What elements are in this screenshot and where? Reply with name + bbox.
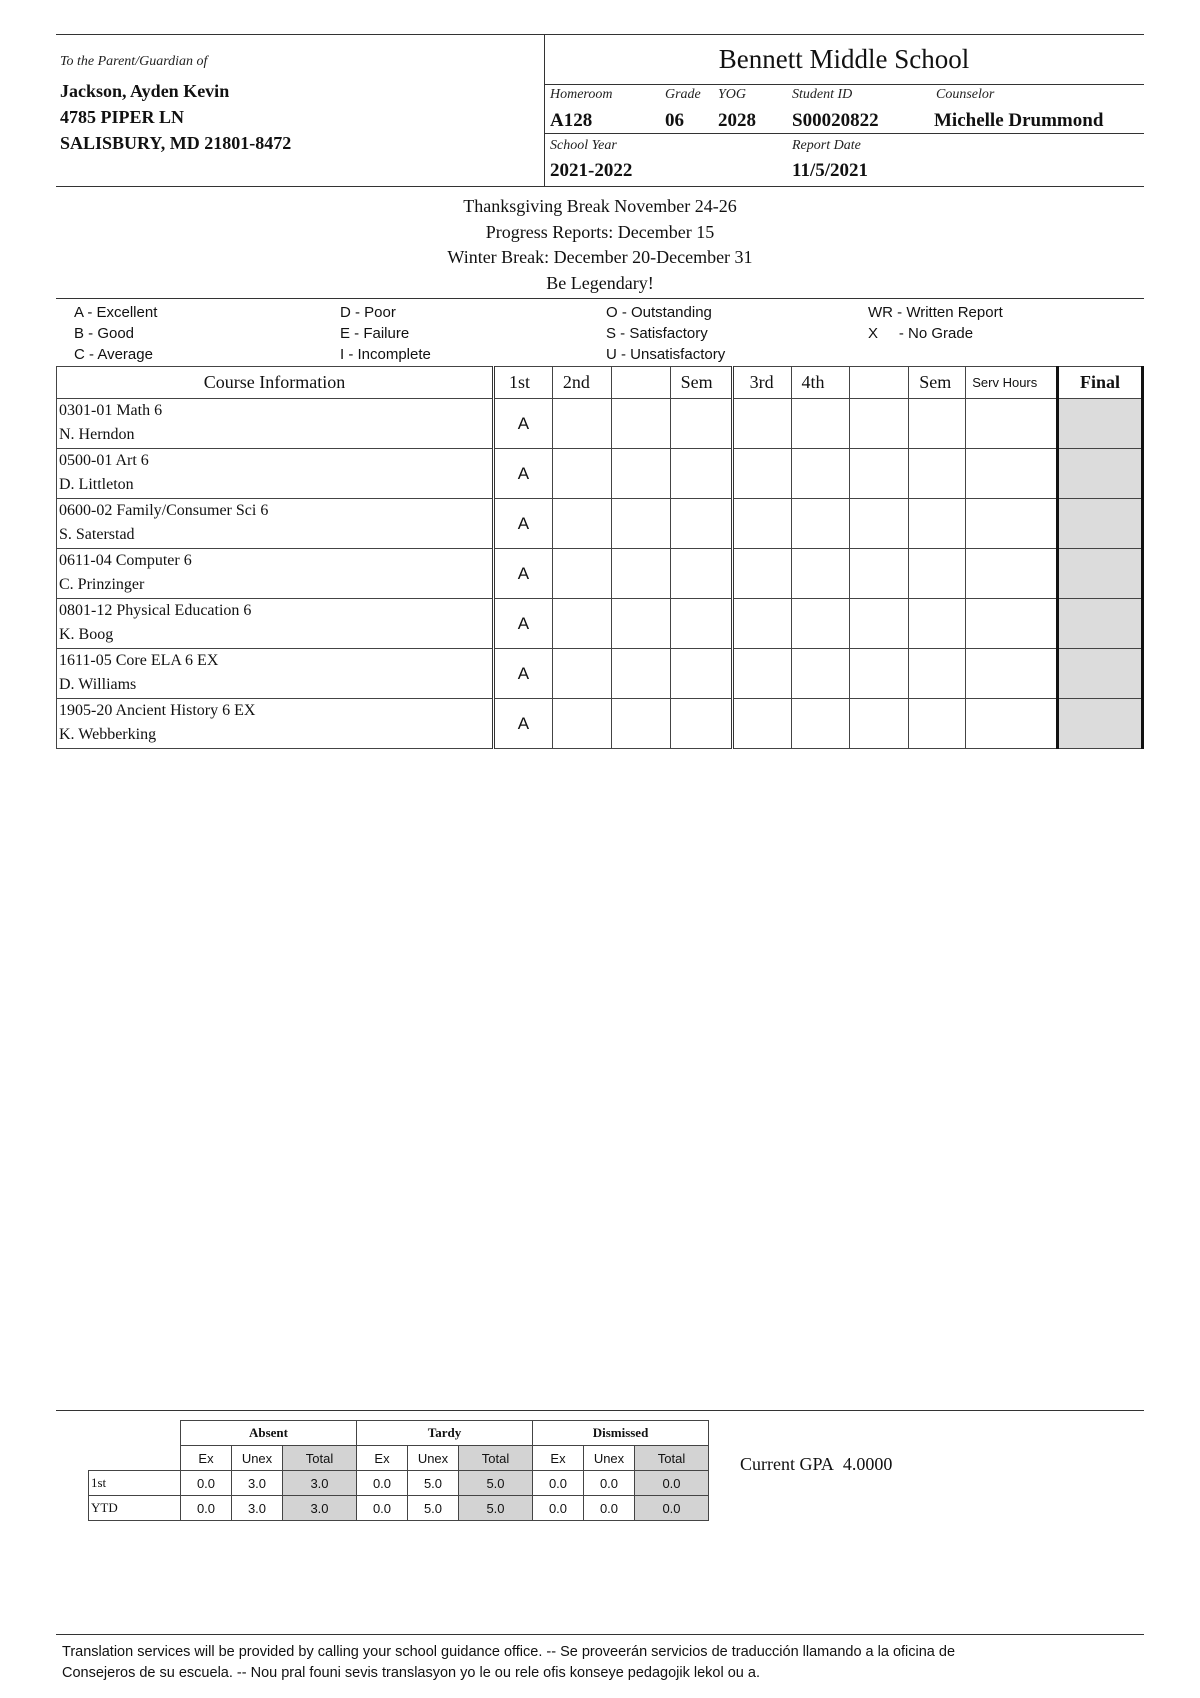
attendance-subheader-row (89, 1446, 709, 1471)
course-cell (57, 449, 494, 499)
grade-blank (611, 599, 670, 649)
header-rule-ids (544, 133, 1144, 134)
col-sem1: Sem (670, 367, 732, 399)
serv-hours (966, 599, 1058, 649)
attendance-value: 3.0 (232, 1496, 283, 1521)
legend-item: A - Excellent (74, 304, 158, 321)
grade-q3 (732, 499, 791, 549)
grade-sem1 (670, 549, 732, 599)
student-name: Jackson, Ayden Kevin (60, 81, 230, 101)
col-final: Final (1058, 367, 1143, 399)
grade-blank (611, 699, 670, 749)
grade-q1: A (493, 649, 552, 699)
grade-q3 (732, 649, 791, 699)
legend-item: C - Average (74, 346, 153, 363)
legend-column (606, 302, 725, 365)
grade-blank (611, 399, 670, 449)
course-title: 0500-01 Art 6 (59, 452, 149, 469)
attendance-value: 0.0 (181, 1471, 232, 1496)
attendance-value: 3.0 (283, 1496, 357, 1521)
to-parent-label: To the Parent/Guardian of (60, 54, 208, 69)
attendance-value: 0.0 (584, 1471, 635, 1496)
counselor-label: Counselor (936, 87, 995, 102)
legend-item: S - Satisfactory (606, 325, 708, 342)
grade-q2 (552, 549, 611, 599)
legend-item: O - Outstanding (606, 304, 712, 321)
grade-sem2 (909, 499, 966, 549)
serv-hours (966, 649, 1058, 699)
sub-unex: Unex (408, 1446, 459, 1471)
announcement-line: Winter Break: December 20-December 31 (447, 247, 753, 267)
table-row (57, 649, 1143, 699)
col-q4: 4th (791, 367, 850, 399)
grade-q4 (791, 549, 850, 599)
grade-q2 (552, 499, 611, 549)
attendance-value: 0.0 (357, 1496, 408, 1521)
yog-label: YOG (718, 87, 747, 102)
announcement-bottom-rule (56, 298, 1144, 299)
table-row (57, 699, 1143, 749)
yog-value: 2028 (718, 110, 756, 131)
sub-ex: Ex (357, 1446, 408, 1471)
attendance-value: 5.0 (408, 1496, 459, 1521)
col-q2: 2nd (552, 367, 611, 399)
course-teacher: S. Saterstad (59, 526, 135, 543)
attendance-row-label: 1st (89, 1471, 181, 1496)
grade-blank (850, 599, 909, 649)
grade-q4 (791, 399, 850, 449)
sub-total: Total (459, 1446, 533, 1471)
grade-sem2 (909, 699, 966, 749)
course-title: 1611-05 Core ELA 6 EX (59, 652, 219, 669)
attendance-table (88, 1420, 709, 1521)
course-title: 1905-20 Ancient History 6 EX (59, 702, 256, 719)
grade-q3 (732, 549, 791, 599)
grade-q4 (791, 649, 850, 699)
attendance-value: 3.0 (232, 1471, 283, 1496)
grade-q2 (552, 649, 611, 699)
sub-total: Total (283, 1446, 357, 1471)
col-course-info: Course Information (57, 367, 494, 399)
course-teacher: N. Herndon (59, 426, 135, 443)
course-cell (57, 599, 494, 649)
legend-item: D - Poor (340, 304, 396, 321)
group-dismissed: Dismissed (533, 1421, 709, 1446)
attendance-group-row (89, 1421, 709, 1446)
course-cell (57, 399, 494, 449)
grade-sem1 (670, 649, 732, 699)
grade-q4 (791, 699, 850, 749)
grade-blank (850, 399, 909, 449)
grade-value: 06 (665, 110, 684, 131)
attendance-corner (89, 1446, 181, 1471)
grade-q2 (552, 599, 611, 649)
sub-ex: Ex (181, 1446, 232, 1471)
address-line-2: SALISBURY, MD 21801-8472 (60, 133, 292, 153)
grade-final (1058, 449, 1143, 499)
sub-ex: Ex (533, 1446, 584, 1471)
legend-column (868, 302, 1003, 344)
attendance-value: 5.0 (408, 1471, 459, 1496)
grade-q2 (552, 449, 611, 499)
col-blank (850, 367, 909, 399)
translation-line: Translation services will be provided by calling your school guidance office. -- Se proveerán servicios de traducción llamando a la oficina de (62, 1644, 956, 1660)
grade-final (1058, 399, 1143, 449)
attendance-value: 5.0 (459, 1471, 533, 1496)
grade-blank (850, 499, 909, 549)
report-date-label: Report Date (792, 138, 861, 153)
grade-q3 (732, 399, 791, 449)
attendance-value: 0.0 (533, 1471, 584, 1496)
grade-sem2 (909, 649, 966, 699)
school-year-label: School Year (550, 138, 617, 153)
school-name: Bennett Middle School (718, 44, 970, 74)
grade-final (1058, 549, 1143, 599)
grade-q3 (732, 699, 791, 749)
col-sem2: Sem (909, 367, 966, 399)
sub-unex: Unex (232, 1446, 283, 1471)
grade-q4 (791, 449, 850, 499)
homeroom-value: A128 (550, 110, 593, 131)
current-gpa (740, 1454, 892, 1475)
attendance-value: 5.0 (459, 1496, 533, 1521)
col-serv-hours: Serv Hours (966, 367, 1058, 399)
table-row (57, 549, 1143, 599)
course-teacher: D. Littleton (59, 476, 134, 493)
announcement-line: Thanksgiving Break November 24-26 (463, 196, 737, 216)
legend-item: E - Failure (340, 325, 410, 342)
grade-q1: A (493, 599, 552, 649)
serv-hours (966, 499, 1058, 549)
serv-hours (966, 449, 1058, 499)
address-line-1: 4785 PIPER LN (60, 107, 185, 127)
course-teacher: K. Webberking (59, 726, 157, 743)
grade-q1: A (493, 499, 552, 549)
grades-header-row (57, 367, 1143, 399)
group-tardy: Tardy (357, 1421, 533, 1446)
attendance-value: 0.0 (533, 1496, 584, 1521)
grade-blank (611, 449, 670, 499)
col-q1: 1st (493, 367, 552, 399)
group-absent: Absent (181, 1421, 357, 1446)
course-cell (57, 649, 494, 699)
grade-q4 (791, 499, 850, 549)
grade-q1: A (493, 399, 552, 449)
grade-blank (850, 449, 909, 499)
sub-total: Total (635, 1446, 709, 1471)
grade-q2 (552, 399, 611, 449)
grades-table (56, 366, 1144, 749)
course-cell (57, 699, 494, 749)
course-title: 0600-02 Family/Consumer Sci 6 (59, 502, 269, 519)
serv-hours (966, 399, 1058, 449)
legend-item: B - Good (74, 325, 135, 342)
course-teacher: K. Boog (59, 626, 114, 643)
table-row (57, 399, 1143, 449)
report-date-value: 11/5/2021 (792, 160, 869, 181)
legend-item: WR - Written Report (868, 304, 1003, 321)
grade-sem1 (670, 449, 732, 499)
attendance-value: 0.0 (584, 1496, 635, 1521)
translation-line: Consejeros de su escuela. -- Nou pral founi sevis translasyon yo le ou rele ofis konseye pedagojik lekol ou a. (62, 1665, 760, 1681)
grade-q1: A (493, 549, 552, 599)
grade-sem1 (670, 399, 732, 449)
grade-q3 (732, 599, 791, 649)
grade-sem2 (909, 549, 966, 599)
grade-q3 (732, 449, 791, 499)
course-title: 0301-01 Math 6 (59, 402, 163, 419)
footer-top-rule (56, 1634, 1144, 1635)
col-blank (611, 367, 670, 399)
grade-sem1 (670, 699, 732, 749)
counselor-value: Michelle Drummond (934, 110, 1104, 131)
legend-column (340, 302, 431, 365)
school-year-value: 2021-2022 (550, 160, 633, 181)
grade-sem2 (909, 399, 966, 449)
attendance-value: 0.0 (357, 1471, 408, 1496)
homeroom-label: Homeroom (550, 87, 613, 102)
grade-sem1 (670, 599, 732, 649)
announcements (56, 194, 1144, 296)
legend-item: I - Incomplete (340, 346, 431, 363)
grade-sem2 (909, 449, 966, 499)
header-bottom-rule (56, 186, 1144, 187)
grade-q1: A (493, 449, 552, 499)
sub-unex: Unex (584, 1446, 635, 1471)
grade-blank (611, 499, 670, 549)
course-cell (57, 549, 494, 599)
table-row (57, 599, 1143, 649)
header-rule-school (544, 84, 1144, 85)
grade-blank (611, 549, 670, 599)
attendance-row-label: YTD (89, 1496, 181, 1521)
attendance-row (89, 1471, 709, 1496)
course-title: 0611-04 Computer 6 (59, 552, 192, 569)
grade-final (1058, 599, 1143, 649)
gpa-label: Current GPA (740, 1454, 834, 1474)
translation-notice (62, 1642, 1144, 1684)
course-teacher: D. Williams (59, 676, 137, 693)
legend-column (74, 302, 157, 365)
student-id-label: Student ID (792, 87, 853, 102)
grade-q2 (552, 699, 611, 749)
grade-blank (850, 549, 909, 599)
attendance-value: 0.0 (181, 1496, 232, 1521)
grade-sem1 (670, 499, 732, 549)
attendance-row (89, 1496, 709, 1521)
grade-label: Grade (665, 87, 701, 102)
serv-hours (966, 699, 1058, 749)
attendance-corner (89, 1421, 181, 1446)
legend-item: X - No Grade (868, 325, 974, 342)
attendance-top-rule (56, 1410, 1144, 1411)
serv-hours (966, 549, 1058, 599)
grade-blank (850, 649, 909, 699)
attendance-value: 0.0 (635, 1496, 709, 1521)
attendance-value: 3.0 (283, 1471, 357, 1496)
course-cell (57, 499, 494, 549)
course-teacher: C. Prinzinger (59, 576, 145, 593)
course-title: 0801-12 Physical Education 6 (59, 602, 252, 619)
mailing-address (60, 78, 291, 156)
grade-sem2 (909, 599, 966, 649)
attendance-value: 0.0 (635, 1471, 709, 1496)
announcement-line: Be Legendary! (546, 272, 654, 293)
legend-item: U - Unsatisfactory (606, 346, 726, 363)
table-row (57, 449, 1143, 499)
table-row (57, 499, 1143, 549)
student-id-value: S00020822 (792, 110, 879, 131)
grade-blank (611, 649, 670, 699)
grade-q4 (791, 599, 850, 649)
gpa-value: 4.0000 (842, 1454, 893, 1474)
header-top-rule (56, 34, 1144, 35)
grade-final (1058, 649, 1143, 699)
grade-q1: A (493, 699, 552, 749)
grade-blank (850, 699, 909, 749)
grade-final (1058, 699, 1143, 749)
grade-final (1058, 499, 1143, 549)
col-q3: 3rd (732, 367, 791, 399)
announcement-line: Progress Reports: December 15 (485, 221, 715, 242)
